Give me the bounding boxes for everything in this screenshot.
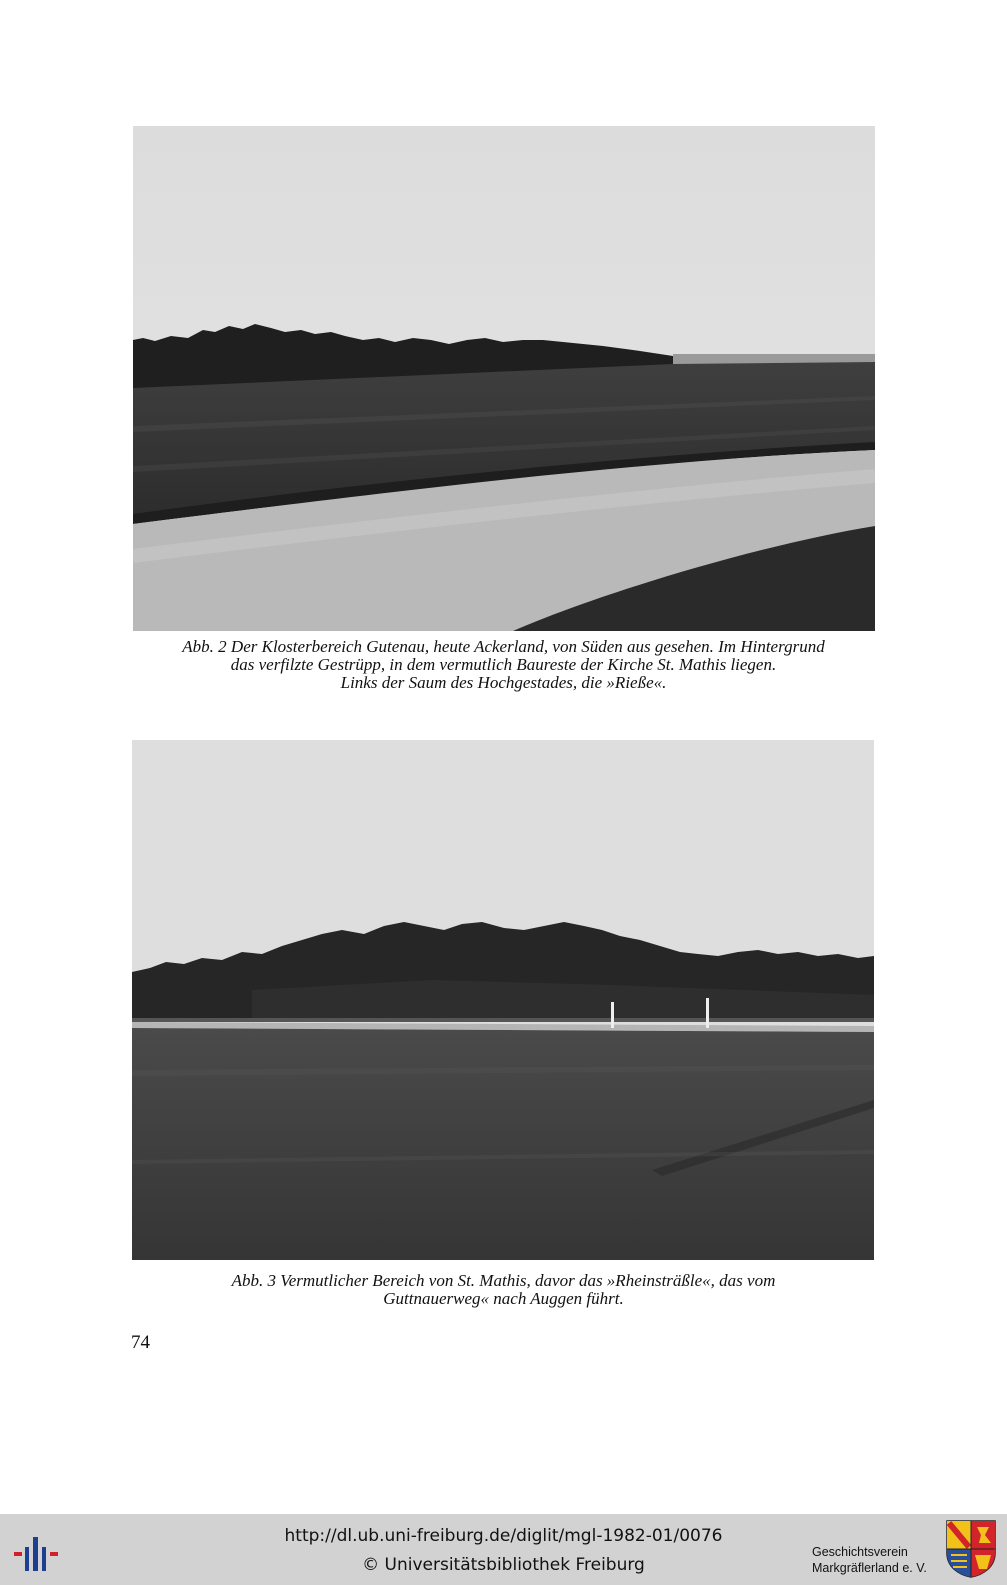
footer-copyright: © Universitätsbibliothek Freiburg: [362, 1555, 645, 1575]
caption-line: Abb. 2 Der Klosterbereich Gutenau, heute Ackerland, von Süden aus gesehen. Im Hintergrund: [182, 637, 825, 656]
society-name-line: Geschichtsverein: [812, 1545, 908, 1559]
page-number: 74: [131, 1332, 150, 1353]
footer-url[interactable]: http://dl.ub.uni-freiburg.de/diglit/mgl-1982-01/0076: [284, 1526, 723, 1546]
caption-line: Abb. 3 Vermutlicher Bereich von St. Mathis, davor das »Rheinsträßle«, das vom: [231, 1271, 776, 1290]
footer-bar: [0, 1514, 1007, 1585]
caption-line: Links der Saum des Hochgestades, die »Rieße«.: [340, 673, 667, 692]
figure-2-photo: [133, 126, 875, 631]
figure-2-caption: [100, 638, 907, 692]
society-name: [812, 1544, 927, 1576]
society-name-line: Markgräflerland e. V.: [812, 1561, 927, 1575]
caption-line: Guttnauerweg« nach Auggen führt.: [383, 1289, 624, 1308]
figure-3-caption: [100, 1272, 907, 1308]
caption-line: das verfilzte Gestrüpp, in dem vermutlich Baureste der Kirche St. Mathis liegen.: [230, 655, 777, 674]
coat-of-arms-icon: [945, 1519, 997, 1579]
figure-3-photo: [132, 740, 874, 1260]
